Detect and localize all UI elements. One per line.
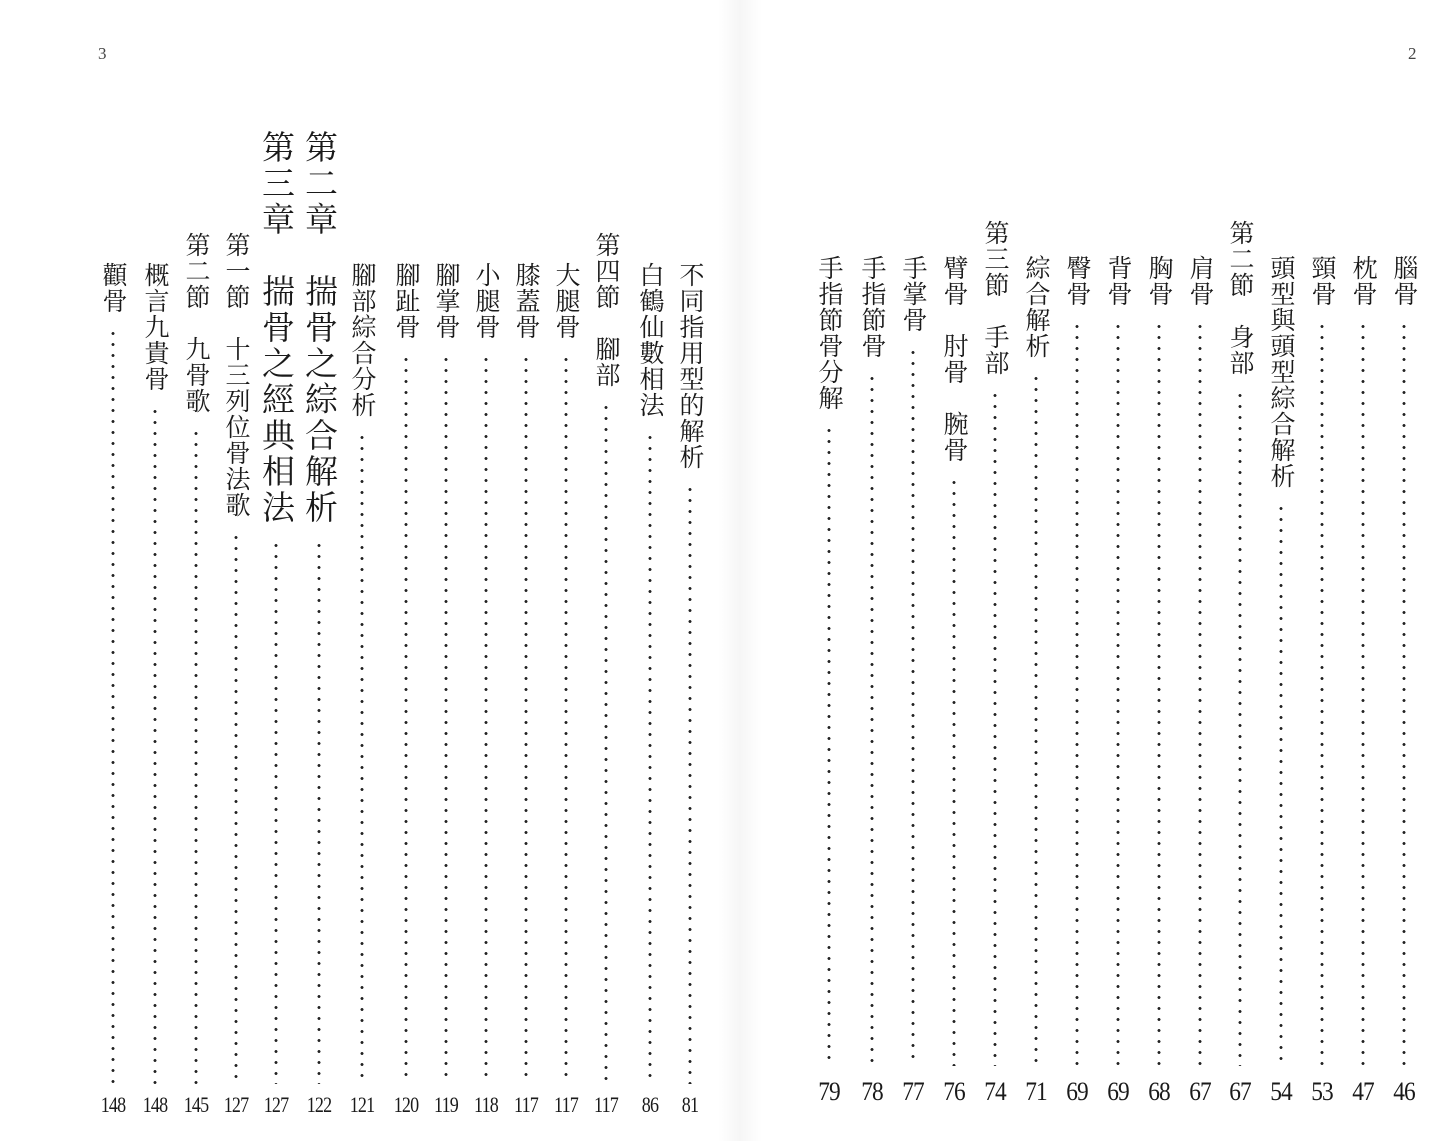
toc-entry-left-6 [469, 0, 503, 1141]
toc-entry-label: 臀骨 [1063, 255, 1092, 307]
dot-leader [564, 354, 568, 1084]
toc-entry-right-7 [1142, 0, 1176, 1141]
dot-leader [1238, 390, 1242, 1066]
toc-entry-right-8 [1101, 0, 1135, 1141]
dot-leader [1157, 321, 1161, 1066]
dot-leader [1402, 321, 1406, 1066]
dot-leader [194, 428, 198, 1084]
dot-leader [911, 347, 915, 1066]
toc-entry-right-11 [978, 0, 1012, 1141]
toc-entry-label: 腳部綜合分析 [348, 262, 377, 418]
toc-entry-right-6 [1183, 0, 1217, 1141]
toc-page-number: 86 [641, 1092, 659, 1117]
toc-entry-left-12 [219, 0, 253, 1141]
toc-page-number: 79 [818, 1077, 840, 1106]
toc-entry-label: 枕骨 [1349, 255, 1378, 307]
toc-entry-label: 第三章 揣骨之經典相法 [257, 130, 296, 526]
toc-entry-label: 綜合解析 [1022, 255, 1051, 359]
toc-entry-label: 手指節骨分解 [815, 255, 844, 411]
toc-page-number: 119 [434, 1092, 458, 1117]
toc-entry-label: 大腿骨 [552, 262, 581, 340]
toc-entry-label: 膝蓋骨 [512, 262, 541, 340]
toc-entry-label: 手掌骨 [899, 255, 928, 333]
dot-leader [648, 432, 652, 1084]
page-number-right: 2 [1408, 44, 1417, 63]
toc-entry-left-9 [345, 0, 379, 1141]
toc-page-number: 117 [594, 1092, 618, 1117]
toc-entry-left-3 [589, 0, 623, 1141]
toc-page-number: 121 [349, 1092, 375, 1117]
dot-leader [1034, 373, 1038, 1066]
toc-entry-left-7 [429, 0, 463, 1141]
dot-leader [404, 354, 408, 1084]
toc-entry-label: 小腿骨 [472, 262, 501, 340]
toc-entry-label: 第三節 手部 [981, 220, 1010, 376]
toc-entry-label: 頸骨 [1308, 255, 1337, 307]
toc-page-number: 69 [1107, 1077, 1129, 1106]
toc-entry-right-13 [896, 0, 930, 1141]
toc-page-number: 120 [393, 1092, 419, 1117]
dot-leader [524, 354, 528, 1084]
dot-leader [1116, 321, 1120, 1066]
toc-entry-left-14 [138, 0, 172, 1141]
dot-leader [1075, 321, 1079, 1066]
dot-leader [484, 354, 488, 1084]
toc-entry-right-3 [1305, 0, 1339, 1141]
toc-page-number: 81 [681, 1092, 699, 1117]
toc-page-number: 118 [474, 1092, 498, 1117]
toc-entry-left-10 [297, 0, 341, 1141]
dot-leader [444, 354, 448, 1084]
toc-entry-label: 頭型與頭型綜合解析 [1267, 255, 1296, 489]
toc-page-number: 69 [1066, 1077, 1088, 1106]
toc-page-number: 122 [306, 1092, 332, 1117]
toc-page-number: 127 [223, 1092, 249, 1117]
dot-leader [604, 402, 608, 1084]
toc-entry-label: 顴骨 [99, 262, 128, 314]
toc-entry-label: 第一節 十三列位骨法歌 [222, 232, 251, 518]
toc-entry-left-13 [179, 0, 213, 1141]
toc-entry-label: 第二節 身部 [1226, 220, 1255, 376]
dot-leader [234, 532, 238, 1084]
toc-page-number: 148 [142, 1092, 168, 1117]
toc-entry-left-8 [389, 0, 423, 1141]
toc-page-number: 117 [554, 1092, 578, 1117]
toc-entry-right-5 [1223, 0, 1257, 1141]
toc-entry-right-9 [1060, 0, 1094, 1141]
toc-entry-label: 第二節 九骨歌 [182, 232, 211, 414]
dot-leader [153, 406, 157, 1084]
toc-entry-label: 第二章 揣骨之綜合解析 [300, 130, 339, 526]
toc-entry-right-15 [812, 0, 846, 1141]
toc-entry-label: 白鶴仙數相法 [636, 262, 665, 418]
dot-leader [1361, 321, 1365, 1066]
dot-leader [360, 432, 364, 1084]
toc-page-number: 76 [943, 1077, 965, 1106]
dot-leader [688, 484, 692, 1084]
toc-entry-label: 不同指用型的解析 [676, 262, 705, 470]
dot-leader [317, 540, 321, 1084]
toc-entry-label: 第四節 腳部 [592, 232, 621, 388]
toc-entry-label: 胸骨 [1145, 255, 1174, 307]
toc-page-number: 77 [902, 1077, 924, 1106]
toc-page-number: 68 [1148, 1077, 1170, 1106]
dot-leader [952, 477, 956, 1066]
toc-entry-right-4 [1264, 0, 1298, 1141]
toc-page-number: 67 [1229, 1077, 1251, 1106]
toc-page-number: 127 [263, 1092, 289, 1117]
toc-entry-label: 肩骨 [1186, 255, 1215, 307]
toc-entry-left-4 [549, 0, 583, 1141]
toc-entry-left-11 [254, 0, 298, 1141]
toc-page-number: 78 [861, 1077, 883, 1106]
toc-entry-right-12 [937, 0, 971, 1141]
toc-page-number: 117 [514, 1092, 538, 1117]
toc-entry-label: 腦骨 [1390, 255, 1419, 307]
dot-leader [993, 390, 997, 1066]
toc-entry-left-15 [96, 0, 130, 1141]
dot-leader [1198, 321, 1202, 1066]
toc-page-number: 47 [1352, 1077, 1374, 1106]
toc-entry-right-14 [855, 0, 889, 1141]
toc-entry-left-5 [509, 0, 543, 1141]
toc-entry-label: 臂骨 肘骨 腕骨 [940, 255, 969, 463]
dot-leader [827, 425, 831, 1066]
toc-entry-label: 腳趾骨 [392, 262, 421, 340]
toc-page-number: 71 [1025, 1077, 1047, 1106]
toc-entry-left-1 [673, 0, 707, 1141]
book-gutter [718, 0, 762, 1141]
toc-page-number: 67 [1189, 1077, 1211, 1106]
toc-entry-right-1 [1387, 0, 1421, 1141]
toc-entry-label: 腳掌骨 [432, 262, 461, 340]
toc-page-number: 54 [1270, 1077, 1292, 1106]
toc-entry-label: 背骨 [1104, 255, 1133, 307]
toc-entry-label: 概言九貴骨 [141, 262, 170, 392]
toc-page-number: 148 [100, 1092, 126, 1117]
toc-entry-right-2 [1346, 0, 1380, 1141]
toc-entry-label: 手指節骨 [858, 255, 887, 359]
dot-leader [111, 328, 115, 1084]
dot-leader [1320, 321, 1324, 1066]
toc-page-number: 53 [1311, 1077, 1333, 1106]
dot-leader [274, 540, 278, 1084]
dot-leader [1279, 503, 1283, 1066]
dot-leader [870, 373, 874, 1066]
toc-page-number: 145 [183, 1092, 209, 1117]
toc-page-number: 46 [1393, 1077, 1415, 1106]
toc-page-number: 74 [984, 1077, 1006, 1106]
page-number-left: 3 [98, 44, 107, 63]
toc-entry-right-10 [1019, 0, 1053, 1141]
toc-entry-left-2 [633, 0, 667, 1141]
